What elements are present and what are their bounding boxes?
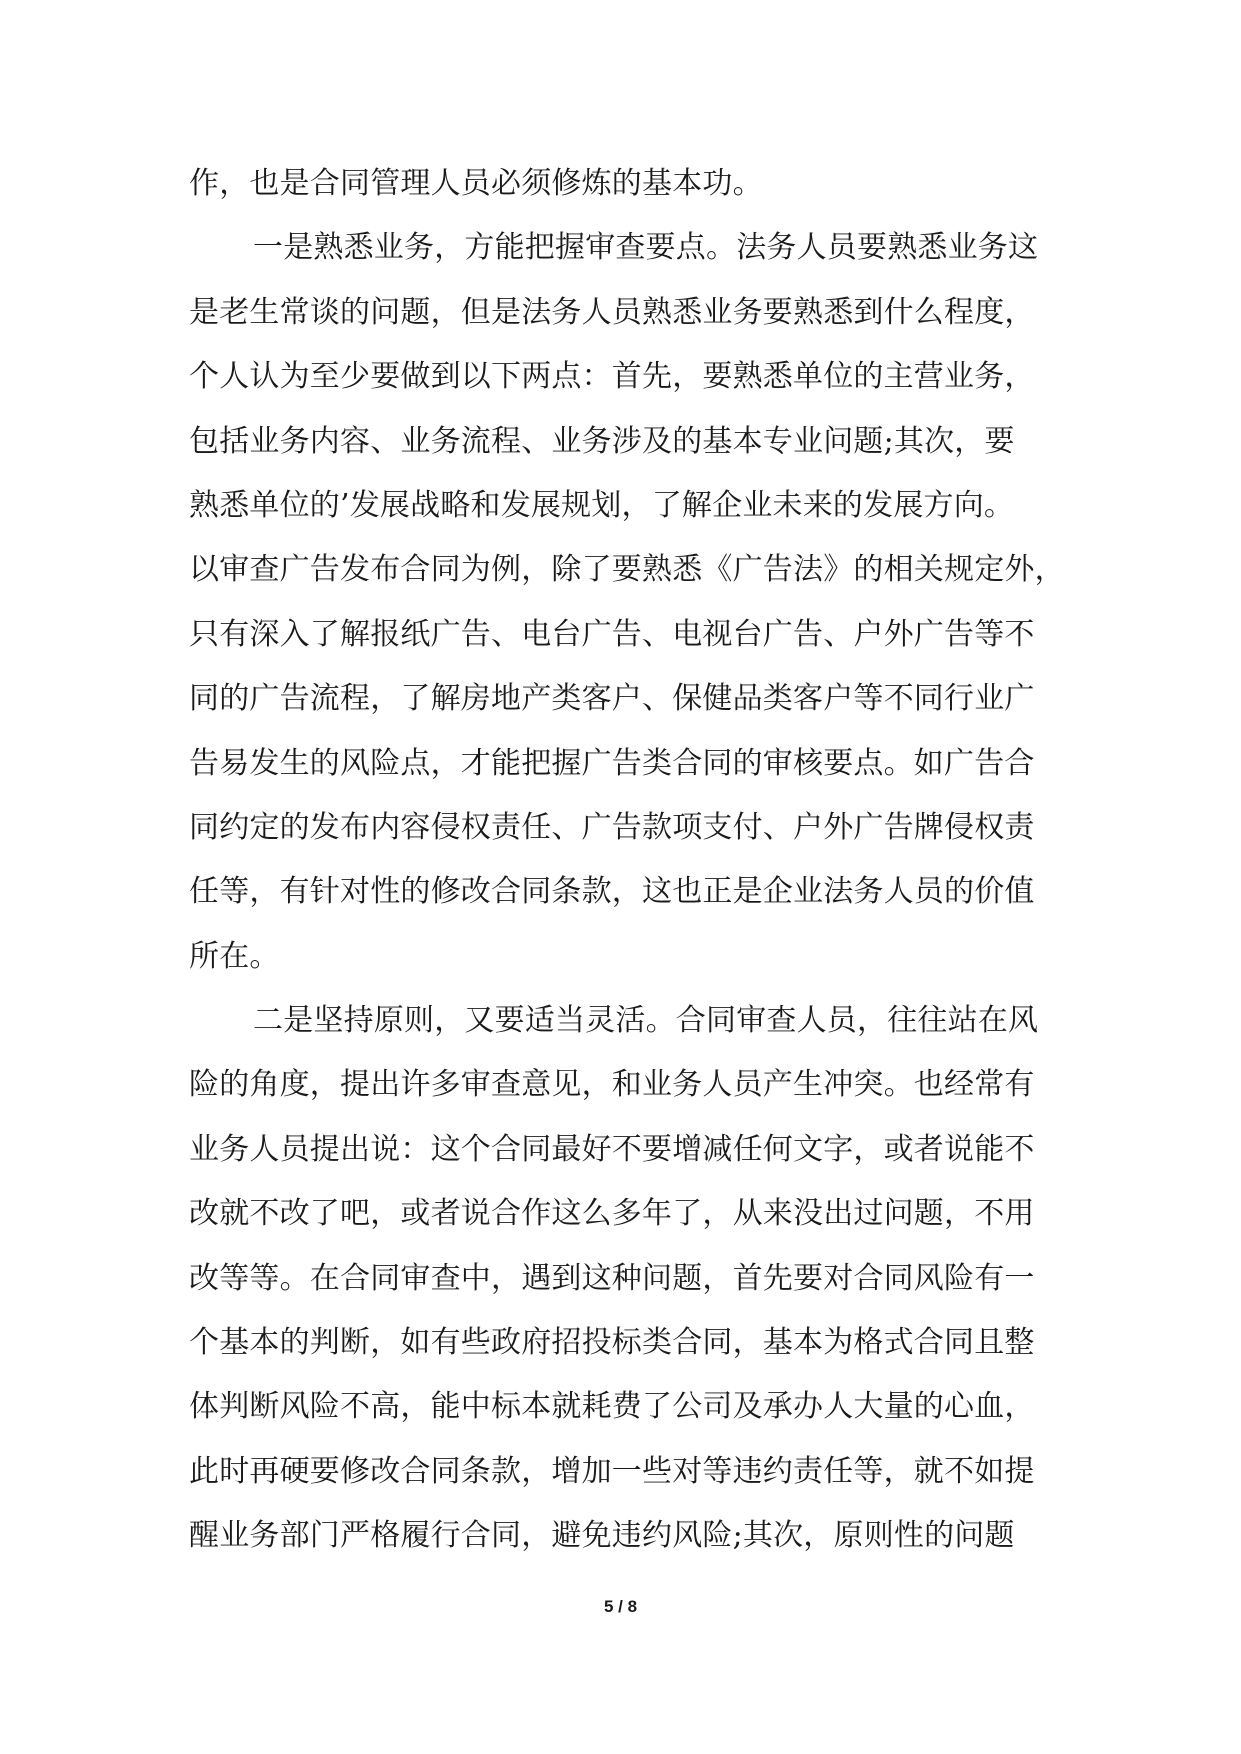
text-line: 业务人员提出说：这个合同最好不要增减任何文字，或者说能不 bbox=[189, 1131, 1035, 1167]
text-line: 任等，有针对性的修改合同条款，这也正是企业法务人员的价值 bbox=[189, 874, 1035, 910]
text-line: 包括业务内容、业务流程、业务涉及的基本专业问题;其次，要 bbox=[189, 423, 1015, 459]
page-number: 5 / 8 bbox=[603, 1597, 638, 1616]
text-line: 醒业务部门严格履行合同，避免违约风险;其次，原则性的问题 bbox=[189, 1518, 1015, 1554]
text-line: 告易发生的风险点，才能把握广告类合同的审核要点。如广告合 bbox=[189, 745, 1035, 781]
text-line: 是老生常谈的问题，但是法务人员熟悉业务要熟悉到什么程度， bbox=[189, 294, 1035, 330]
text-line: 作，也是合同管理人员必须修炼的基本功。 bbox=[189, 166, 763, 201]
text-line: 只有深入了解报纸广告、电台广告、电视台广告、户外广告等不 bbox=[189, 616, 1035, 652]
text-line: 同的广告流程，了解房地产类客户、保健品类客户等不同行业广 bbox=[189, 681, 1035, 717]
text-line: 此时再硬要修改合同条款，增加一些对等违约责任等，就不如提 bbox=[189, 1453, 1035, 1489]
text-line: 同约定的发布内容侵权责任、广告款项支付、户外广告牌侵权责 bbox=[189, 809, 1035, 845]
text-line: 个人认为至少要做到以下两点：首先，要熟悉单位的主营业务， bbox=[189, 359, 1035, 395]
text-line: 所在。 bbox=[189, 938, 280, 974]
text-line: 体判断风险不高，能中标本就耗费了公司及承办人大量的心血， bbox=[189, 1389, 1035, 1425]
text-line: 熟悉单位的’发展战略和发展规划，了解企业未来的发展方向。 bbox=[189, 487, 1015, 523]
paragraph-start-line: 一是熟悉业务，方能把握审查要点。法务人员要熟悉业务这 bbox=[253, 230, 1039, 266]
paragraph-start-line: 二是坚持原则，又要适当灵活。合同审查人员，往往站在风 bbox=[253, 1003, 1039, 1039]
document-body bbox=[189, 152, 1069, 1569]
text-line: 改就不改了吧，或者说合作这么多年了，从来没出过问题，不用 bbox=[189, 1196, 1035, 1232]
text-line: 险的角度，提出许多审查意见，和业务人员产生冲突。也经常有 bbox=[189, 1067, 1035, 1103]
text-line: 个基本的判断，如有些政府招投标类合同，基本为格式合同且整 bbox=[189, 1325, 1035, 1361]
text-line: 以审查广告发布合同为例，除了要熟悉《广告法》的相关规定外， bbox=[189, 552, 1065, 588]
text-line: 改等等。在合同审查中，遇到这种问题，首先要对合同风险有一 bbox=[189, 1260, 1035, 1296]
